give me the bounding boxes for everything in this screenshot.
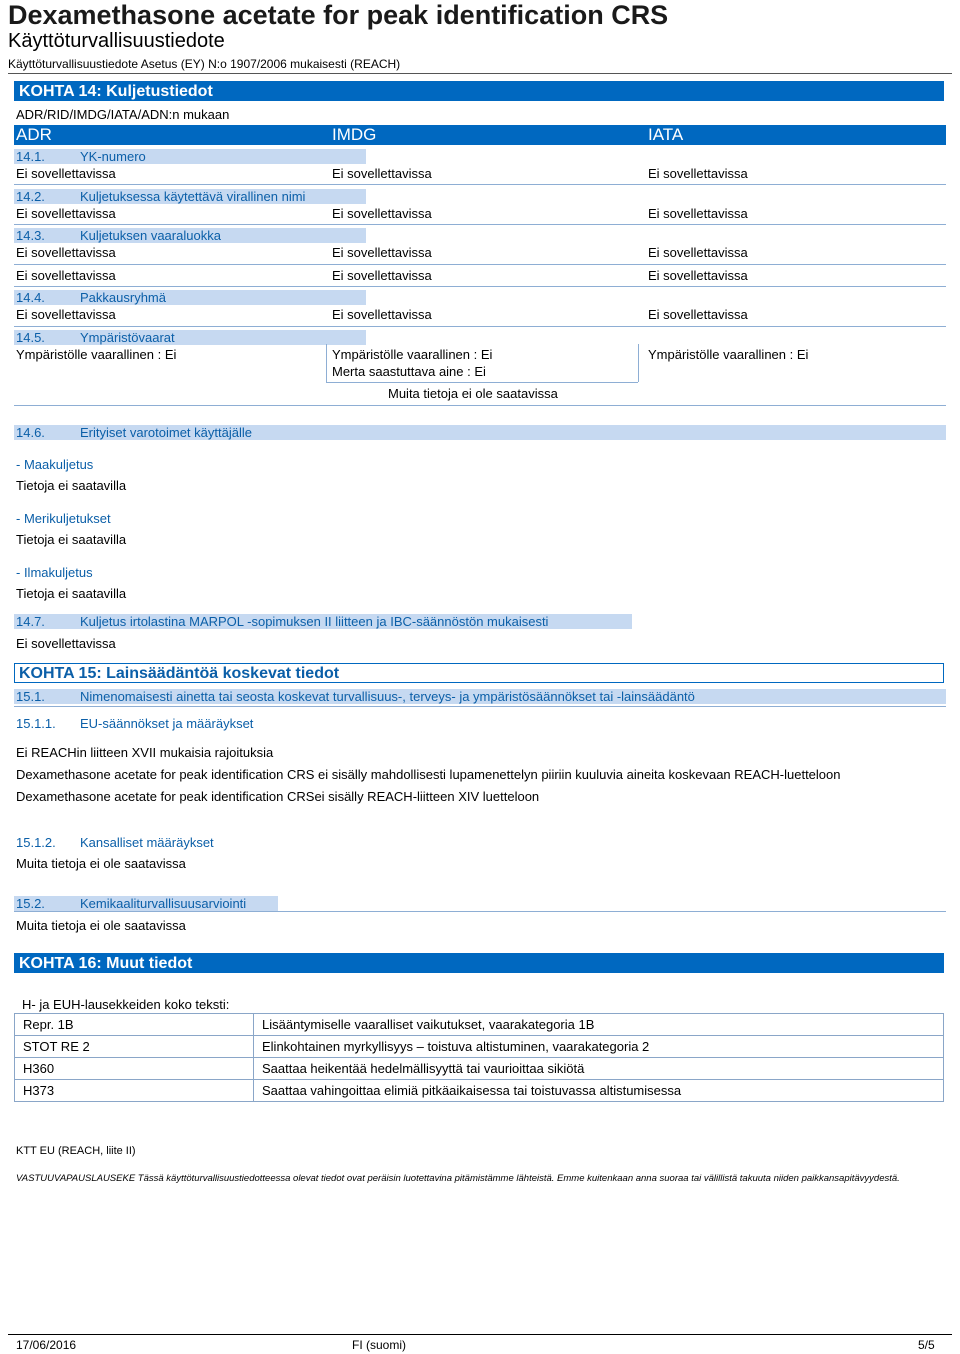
packing-group-iata: Ei sovellettavissa [648,307,748,322]
un-number-imdg: Ei sovellettavissa [332,166,432,181]
shipping-name-iata: Ei sovellettavissa [648,206,748,221]
row-divider [14,224,946,225]
row-divider [14,184,946,185]
chemical-safety-value: Muita tietoja ei ole saatavissa [16,918,186,933]
hazard-class-adr: Ei sovellettavissa [16,245,116,260]
table-row [15,1036,944,1058]
hazard-code: Repr. 1B [15,1014,254,1036]
row-divider [14,405,946,406]
subsection-14-3: 14.3. Kuljetuksen vaaraluokka [16,228,221,243]
hazard-text: Saattaa vahingoittaa elimiä pitkäaikaisessa tai toistuvassa altistumisessa [254,1080,944,1102]
row-divider [14,326,946,327]
un-number-iata: Ei sovellettavissa [648,166,748,181]
row-divider [326,382,638,383]
hazard-label-iata: Ei sovellettavissa [648,268,748,283]
column-divider [638,344,640,382]
disclaimer: VASTUUVAPAUSLAUSEKE Tässä käyttöturvallisuustiedotteessa olevat tiedot ovat peräisin luotettavina pitämistämme lähteistä. Emme kuitenkaan anna suoraa tai välillistä takuuta niiden paikkansapitävyydestä. [16,1173,900,1184]
section-16-heading: KOHTA 16: Muut tiedot [14,953,944,973]
air-transport-heading: - Ilmakuljetus [16,565,93,580]
row-divider [14,286,946,287]
header-divider [8,73,952,74]
shipping-name-adr: Ei sovellettavissa [16,206,116,221]
transport-intro: ADR/RID/IMDG/IATA/ADN:n mukaan [16,107,230,122]
hazard-text: Lisääntymiselle vaaralliset vaikutukset, vaarakategoria 1B [254,1014,944,1036]
hazard-code: H373 [15,1080,254,1102]
reach-annex-xiv: Dexamethasone acetate for peak identification CRSei sisälly REACH-liitteen XIV luetteloon [16,789,540,804]
section-15-heading: KOHTA 15: Lainsäädäntöä koskevat tiedot [14,663,944,683]
hazard-class-imdg: Ei sovellettavissa [332,245,432,260]
h-statements-table [14,1013,944,1102]
footer-language: FI (suomi) [352,1338,406,1352]
row-divider [14,706,946,707]
subsection-14-2: 14.2. Kuljetuksessa käytettävä virallinen nimi [16,189,306,204]
hazard-class-iata: Ei sovellettavissa [648,245,748,260]
col-adr: ADR [16,125,52,144]
packing-group-adr: Ei sovellettavissa [16,307,116,322]
section-14-heading: KOHTA 14: Kuljetustiedot [14,81,944,101]
shipping-name-imdg: Ei sovellettavissa [332,206,432,221]
hazard-label-adr: Ei sovellettavissa [16,268,116,283]
document-title: Dexamethasone acetate for peak identification CRS [8,0,669,30]
regulation-line: Käyttöturvallisuustiedote Asetus (EY) N:o 1907/2006 mukaisesti (REACH) [8,57,401,71]
table-row [15,1080,944,1102]
packing-group-imdg: Ei sovellettavissa [332,307,432,322]
subsection-14-7: 14.7. Kuljetus irtolastina MARPOL -sopimuksen II liitteen ja IBC-säännöstön mukaisesti [16,614,549,629]
sea-transport-heading: - Merikuljetukset [16,511,111,526]
air-transport-value: Tietoja ei saatavilla [16,586,127,601]
h-statements-heading: H- ja EUH-lausekkeiden koko teksti: [22,997,230,1012]
subsection-15-1: 15.1. Nimenomaisesti ainetta tai seosta koskevat turvallisuus-, terveys- ja ympäristösäännökset tai -lainsäädäntö [16,689,695,704]
subsection-15-2: 15.2. Kemikaaliturvallisuusarviointi [16,896,247,911]
sds-format-note: KTT EU (REACH, liite II) [16,1145,136,1157]
hazard-text: Elinkohtainen myrkyllisyys – toistuva altistuminen, vaarakategoria 2 [254,1036,944,1058]
subsection-14-6: 14.6. Erityiset varotoimet käyttäjälle [16,425,252,440]
transport-columns-header [14,125,946,145]
table-row [15,1014,944,1036]
reach-annex-xvii: Ei REACHin liitteen XVII mukaisia rajoituksia [16,745,274,760]
hazard-label-imdg: Ei sovellettavissa [332,268,432,283]
footer-page: 5/5 [918,1338,935,1352]
subsection-14-1: 14.1. YK-numero [16,149,146,164]
hazard-code: STOT RE 2 [15,1036,254,1058]
col-iata: IATA [648,125,684,144]
env-hazard-imdg: Ympäristölle vaarallinen : Ei [332,347,493,362]
sea-transport-value: Tietoja ei saatavilla [16,532,127,547]
marine-pollutant-imdg: Merta saastuttava aine : Ei [332,364,486,379]
footer-divider [8,1334,952,1335]
col-imdg: IMDG [332,125,377,144]
footer-date: 17/06/2016 [16,1338,77,1352]
subsection-15-1-1: 15.1.1. EU-säännökset ja määräykset [16,716,254,731]
marpol-value: Ei sovellettavissa [16,636,116,651]
subsection-15-1-2: 15.1.2. Kansalliset määräykset [16,835,214,850]
env-hazard-adr: Ympäristölle vaarallinen : Ei [16,347,177,362]
hazard-text: Saattaa heikentää hedelmällisyyttä tai vaurioittaa sikiötä [254,1058,944,1080]
document-subtitle: Käyttöturvallisuustiedote [8,30,225,52]
subsection-14-4: 14.4. Pakkausryhmä [16,290,166,305]
reach-candidate-list: Dexamethasone acetate for peak identification CRS ei sisälly mahdollisesti lupamenettelyn piiriin kuuluvia aineita koskevaan REACH-luetteloon [16,767,841,782]
row-divider [14,264,946,265]
subsection-14-5: 14.5. Ympäristövaarat [16,330,175,345]
hazard-code: H360 [15,1058,254,1080]
column-divider [326,344,328,382]
land-transport-heading: - Maakuljetus [16,457,94,472]
land-transport-value: Tietoja ei saatavilla [16,478,127,493]
no-other-info: Muita tietoja ei ole saatavissa [388,386,558,401]
un-number-adr: Ei sovellettavissa [16,166,116,181]
table-row [15,1058,944,1080]
national-regulations-value: Muita tietoja ei ole saatavissa [16,856,186,871]
env-hazard-iata: Ympäristölle vaarallinen : Ei [648,347,809,362]
